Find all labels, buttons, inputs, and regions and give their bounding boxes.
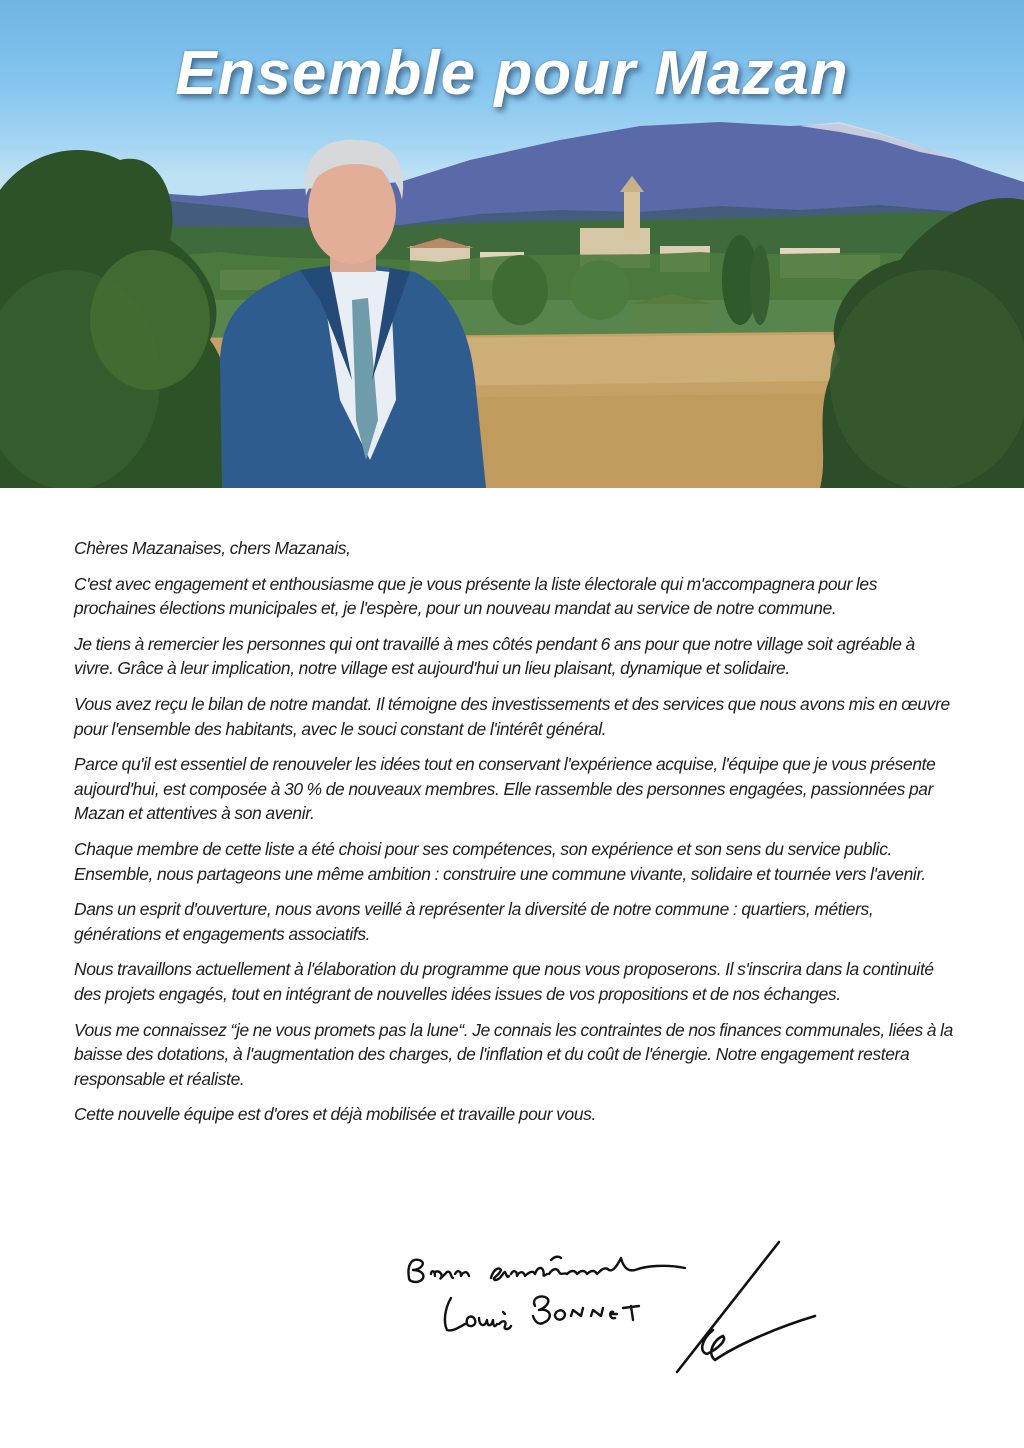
letter-body [74,536,954,1138]
signature-name [445,1296,639,1330]
paragraph: Chaque membre de cette liste a été choisi pour ses compétences, son expérience et son sens du service public. Ensemble, nous partageons une même ambition : construire une commune vivante, solidaire et tournée vers l'avenir. [74,838,926,884]
page-title: Ensemble pour Mazan [175,39,849,108]
paragraph: Je tiens à remercier les personnes qui ont travaillé à mes côtés pendant 6 ans pour que notre village soit agréable à vivre. Grâce à leur implication, notre village est aujourd'hui un lieu plaisant, dynamique et solidaire. [74,633,915,679]
paragraph: Vous me connaissez “je ne vous promets pas la lune“. Je connais les contraintes de nos finances communales, liées à la baisse des dotations, à l'augmentation des charges, de l'inflation et du coût de l'énergie. Notre engagement restera responsable et réaliste. [74,1019,953,1089]
handwritten-signature [395,1236,825,1386]
paragraph: Parce qu'il est essentiel de renouveler les idées tout en conservant l'expérience acquise, l'équipe que je vous présente aujourd'hui, est composée à 30 % de nouveaux membres. Elle rassemble des personnes engagées, passionnées par Mazan et attentives à son avenir. [74,754,936,824]
paragraph: C'est avec engagement et enthousiasme que je vous présente la liste électorale qui m'accompagnera pour les prochaines élections municipales et, je l'espère, pour un nouveau mandat au service de notre commune. [74,573,878,619]
signature-closing [408,1257,685,1282]
paragraph: Dans un esprit d'ouverture, nous avons veillé à représenter la diversité de notre commune : quartiers, métiers, générations et engagements associatifs. [74,899,874,944]
paragraph: Cette nouvelle équipe est d'ores et déjà mobilisée et travaille pour vous. [74,1104,596,1125]
signature-paraph [677,1242,815,1372]
header-banner [0,0,1024,488]
greeting: Chères Mazanaises, chers Mazanais, [74,538,351,558]
signature-drawing [395,1236,825,1386]
paragraph: Nous travaillons actuellement à l'élaboration du programme que nous vous proposerons. Il s'inscrira dans la continuité des projets engagés, tout en intégrant de nouvelles idées issues de vos propositions et de nos échanges. [74,959,934,1004]
paragraph: Vous avez reçu le bilan de notre mandat. Il témoigne des investissements et des services que nous avons mis en œuvre pour l'ensemble des habitants, avec le souci constant de l'intérêt général. [74,693,950,739]
church-tower [624,190,640,240]
